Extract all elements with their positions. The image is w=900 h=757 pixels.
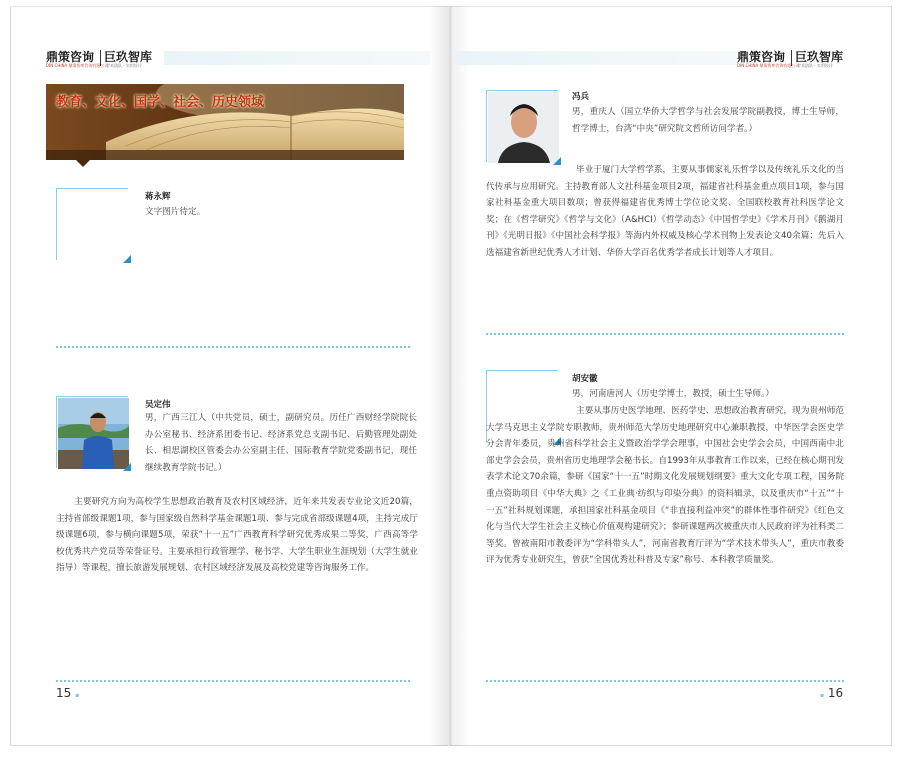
page-number: ▪ 16 [820,686,844,700]
person-name: 冯兵 [572,92,590,102]
logo [737,48,855,70]
person-bio-body [486,403,844,569]
page-number-value: 15 [56,686,72,700]
photo-frame [56,396,128,468]
section-divider [486,333,844,335]
frame-corner-mark [123,255,131,263]
footer-divider [56,680,410,682]
banner-title: 教育、文化、国学、社会、历史领域 [56,95,265,110]
person-bio-intro: 男，重庆人（国立华侨大学哲学与社会发展学院副教授，博士生导师，哲学博士，台湾“中央”研究院文哲所访问学者。） [572,107,844,134]
person-bio-body [56,494,418,577]
brand-subtitle-2: 学术团队 · 实用设计 [106,63,142,68]
person-bio-intro-top [145,410,417,494]
frame-corner-mark [123,463,131,471]
person-name: 吴定伟 [145,400,171,410]
brand-name-1: 鼎策咨询 [737,50,786,64]
person-bio-text: 毕业于厦门大学哲学系，主要从事儒家礼乐哲学以及传统礼乐文化的当代传承与应用研究。主持教育部人文社科基金项目2项，福建省社科基金重点项目1项，参与国家社科基金重大项目数项；曾获得福建省优秀博士学位论文奖、全国联校教育社科医学论文奖；在《哲学研究》《哲学与文化》（A&HCI）《哲学动态》《中国哲学史》《学术月刊》《鹅湖月刊》《光明日报》《中国社会科学报》等海内外权威及核心学术刊物上发表论文40余篇；先后入选福建省新世纪优秀人才计划、华侨大学百名优秀学者成长计划等人才项目。 [486,165,844,258]
header-band [455,51,737,65]
footer-divider [486,680,844,682]
person-bio-intro: 男，广西三江人（中共党员，硕士，副研究员。历任广西财经学院院长办公室秘书、经济系团委书记、经济系党总支副书记、后勤管理处副处长、相思湖校区管委会办公室副主任、国际教育学院党委副书记，现任继续教育学院书记。） [145,413,417,473]
photo-placeholder-frame [56,188,128,260]
person-bio: 文字图片待定。 [145,207,206,217]
portrait-photo [58,398,129,469]
portrait-photo [488,92,559,163]
logo [46,48,164,70]
brand-name-2: 巨玖智库 [104,50,153,64]
brand-subtitle-1: DIN CHINA 鼎策智库咨询有限公司 [46,63,109,68]
brand-subtitle-2: 学术团队 · 实用设计 [797,63,833,68]
left-header [46,48,430,70]
page-number-value: 16 [827,686,844,700]
person-bio-text: 主要从事历史医学地理、医药学史、思想政治教育研究，现为贵州师范大学马克思主义学院专职教师，贵州师范大学历史地理研究中心兼职教授，中华医学会医史学分会青年委员，贵州省科学社会主义暨政治学学会理事，中国社会史学会会员，中国西南中北部史学会会员，贵州省历史地理学会秘书长。自1993年从事教育工作以来，已经在核心期刊发表学术论文70余篇，参研《国家“十一五”时期文化发展规划纲要》重大文化专项工程，国务院重点资助项目《中华大典》之《工业典·纺织与印染分典》的资料辑录，以及重庆市“十五”“十一五”社科规划课题，承担国家社科基金项目《“非直接利益冲突”的群体性事件研究》《红色文化与当代大学生社会主义核心价值观构建研究》；参研课题两次被重庆市人民政府评为社科类二等奖。曾被南阳市教委评为“学科带头人”，河南省教育厅评为“学术技术带头人”，重庆市教委评为优秀专业研究生，曾获“全国优秀社科普及专家”称号、本科教学质量奖。 [486,406,844,566]
brand-subtitle-1: DIN CHINA 鼎策智库咨询有限公司 [737,63,800,68]
right-header [455,48,855,70]
banner-pointer [76,160,90,167]
section-banner [46,84,404,160]
person-name: 胡安徽 [572,374,598,384]
person-bio-intro: 男，河南唐河人（历史学博士，教授，硕士生导师。） [572,389,774,399]
brand-name-2: 巨玖智库 [795,50,844,64]
person-name: 蒋永辉 [145,192,171,202]
photo-frame [486,90,558,162]
person-bio-text: 主要研究方向为高校学生思想政治教育及农村区域经济，近年来共发表专业论文近20篇，主持省部级课题1项，参与国家级自然科学基金课题1项、参与完成省部级课题4项，主持完成厅级课题6项，参与横向课题5项，荣获“十一五”广西教育科学研究优秀成果二等奖，广西高等学校优秀共产党员等荣誉证号。主要承担行政管理学、秘书学、大学生职业生涯规划（大学生就业指导）等课程，擅长旅游发展规划、农村区域经济发展及高校党建等咨询服务工作。 [56,497,418,574]
page-number: 15 ▪ [56,686,80,700]
brand-name-1: 鼎策咨询 [46,50,95,64]
section-divider [56,346,410,348]
header-band [164,51,430,65]
person-bio-body [486,162,844,262]
